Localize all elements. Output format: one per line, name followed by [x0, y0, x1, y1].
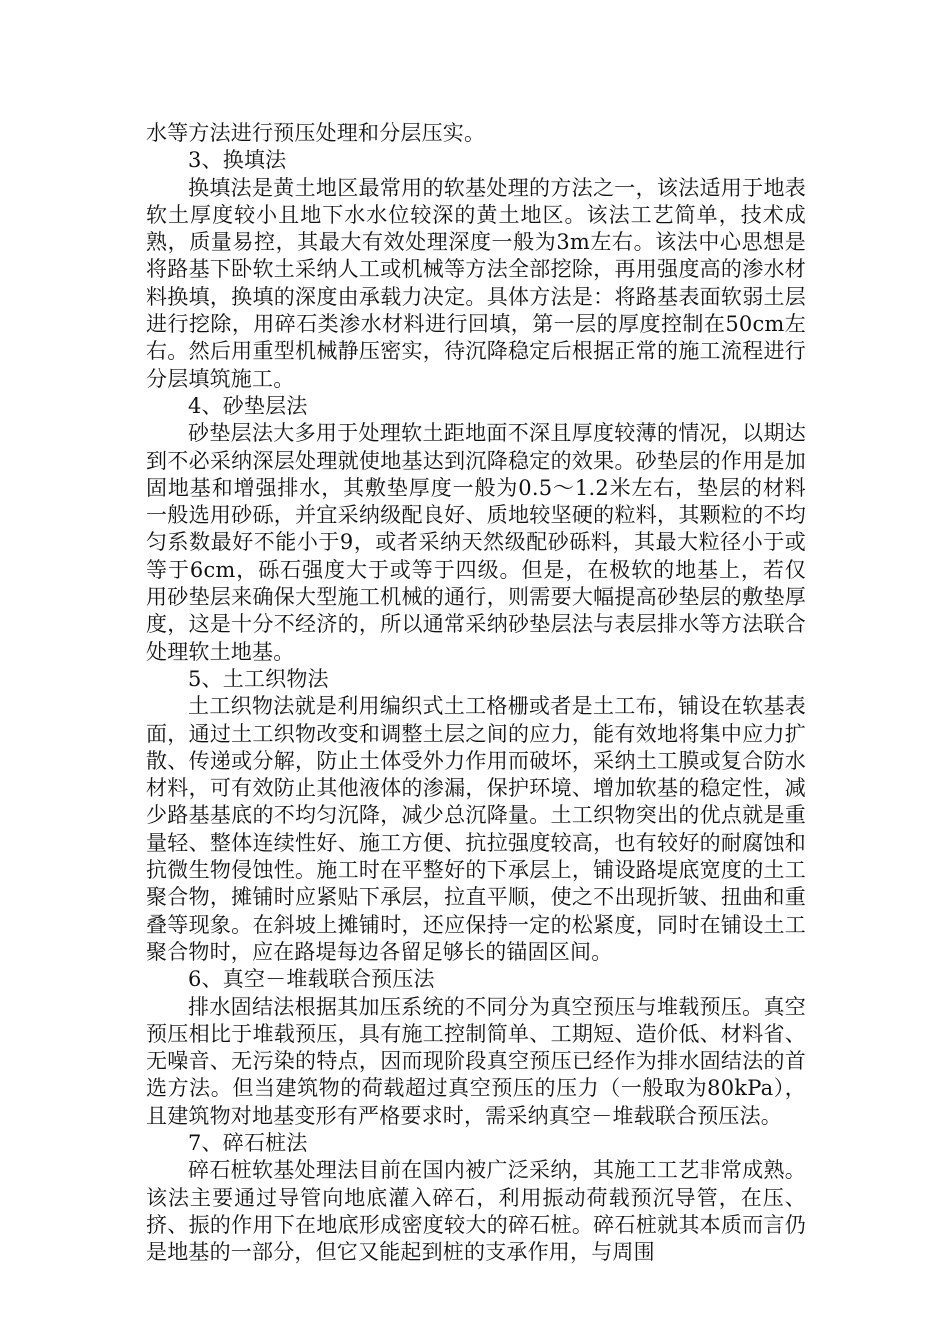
- section-heading-geotextile: 5、土工织物法: [188, 666, 329, 691]
- paragraph-replacement-fill: 换填法是黄土地区最常用的软基处理的方法之一，该法适用于地表软土厚度较小且地下水水位较深的黄土地区。该法工艺简单，技术成熟，质量易控，其最大有效处理深度一般为3m左右。该法中心思想是将路基下卧软土采纳人工或机械等方法全部挖除，再用强度高的渗水材料换填，换填的深度由承载力决定。具体方法是：将路基表面软弱土层进行挖除，用碎石类渗水材料进行回填，第一层的厚度控制在50cm左右。然后用重型机械静压密实，待沉降稳定后根据正常的施工流程进行分层填筑施工。: [146, 175, 806, 391]
- paragraph-sand-cushion: 砂垫层法大多用于处理软土距地面不深且厚度较薄的情况，以期达到不必采纳深层处理就使地基达到沉降稳定的效果。砂垫层的作用是加固地基和增强排水，其敷垫厚度一般为0.5～1.2米左右，垫层的材料一般选用砂砾，并宜采纳级配良好、质地较坚硬的粒料，其颗粒的不均匀系数最好不能小于9，或者采纳天然级配砂砾料，其最大粒径小于或等于6cm，砾石强度大于或等于四级。但是，在极软的地基上，若仅用砂垫层来确保大型施工机械的通行，则需要大幅提高砂垫层的敷垫厚度，这是十分不经济的，所以通常采纳砂垫层法与表层排水等方法联合处理软土地基。: [146, 421, 806, 664]
- section-heading-vacuum-preload: 6、真空－堆载联合预压法: [188, 967, 435, 992]
- section-heading-gravel-pile: 7、碎石桩法: [188, 1130, 308, 1155]
- document-page: [146, 120, 806, 1266]
- section-heading-sand-cushion: 4、砂垫层法: [188, 393, 308, 418]
- paragraph-vacuum-preload: 排水固结法根据其加压系统的不同分为真空预压与堆载预压。真空预压相比于堆载预压，具有施工控制简单、工期短、造价低、材料省、无噪音、无污染的特点，因而现阶段真空预压已经作为排水固结法的首选方法。但当建筑物的荷载超过真空预压的压力（一般取为80kPa），且建筑物对地基变形有严格要求时，需采纳真空－堆载联合预压法。: [146, 994, 806, 1128]
- paragraph-continuation: 水等方法进行预压处理和分层压实。: [146, 121, 486, 145]
- section-heading-replacement-fill: 3、换填法: [188, 148, 287, 173]
- paragraph-geotextile: 土工织物法就是利用编织式土工格栅或者是土工布，铺设在软基表面，通过土工织物改变和调整土层之间的应力，能有效地将集中应力扩散、传递或分解，防止土体受外力作用而破坏，采纳土工膜或复合防水材料，可有效防止其他液体的渗漏，保护环境、增加软基的稳定性，减少路基基底的不均匀沉降，减少总沉降量。土工织物突出的优点就是重量轻、整体连续性好、施工方便、抗拉强度较高，也有较好的耐腐蚀和抗微生物侵蚀性。施工时在平整好的下承层上，铺设路堤底宽度的土工聚合物，摊铺时应紧贴下承层，拉直平顺，使之不出现折皱、扭曲和重叠等现象。在斜坡上摊铺时，还应保持一定的松紧度，同时在铺设土工聚合物时，应在路堤每边各留足够长的锚固区间。: [146, 694, 806, 964]
- paragraph-gravel-pile: 碎石桩软基处理法目前在国内被广泛采纳，其施工工艺非常成熟。该法主要通过导管向地底灌入碎石，利用振动荷载预沉导管，在压、挤、振的作用下在地底形成密度较大的碎石桩。碎石桩就其本质而言仍是地基的一部分，但它又能起到桩的支承作用，与周围: [146, 1158, 806, 1265]
